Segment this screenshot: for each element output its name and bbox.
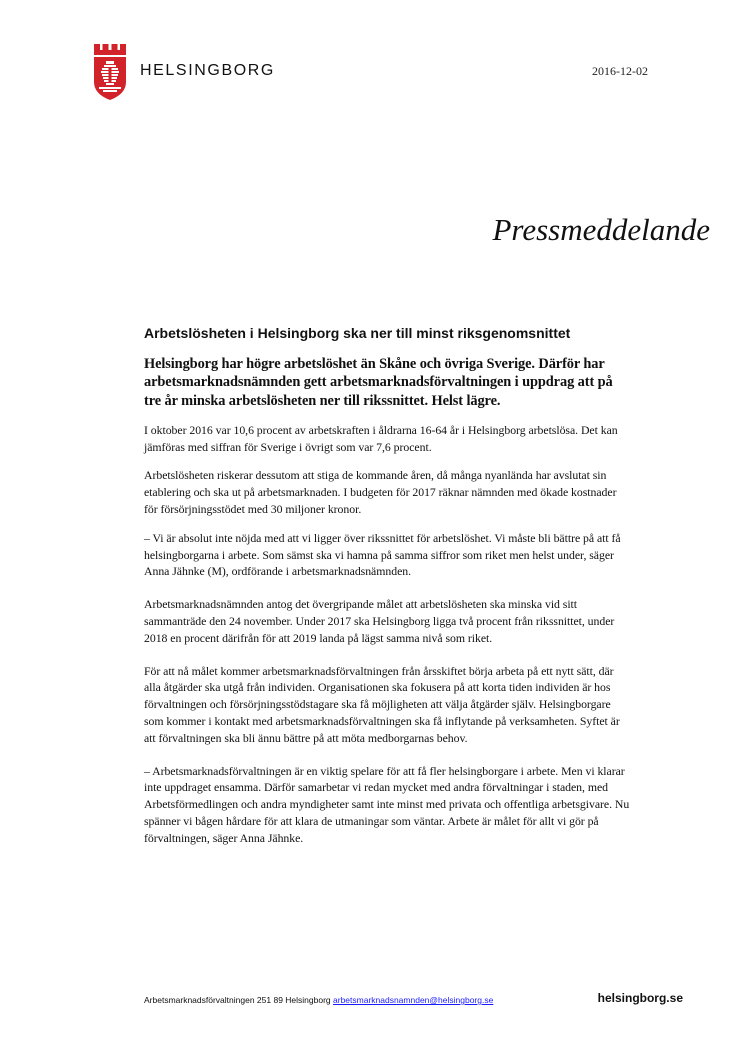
helsingborg-crest-icon bbox=[93, 44, 127, 100]
article-paragraph: – Vi är absolut inte nöjda med att vi ligger över rikssnittet för arbetslöshet. Vi måste bli bättre på att få helsingborgarna i arbete. Som sämst ska vi hamna på samma siffror som riket men helst under, säger Anna Jähnke (M), ordförande i arbetsmarknadsnämnden. bbox=[144, 530, 621, 579]
document-type-title: Pressmeddelande bbox=[492, 212, 710, 247]
article-paragraph: I oktober 2016 var 10,6 procent av arbetskraften i åldrarna 16-64 år i Helsingborg arbetslösa. Det kan jämföras med siffran för Sverige i övrigt som var 7,6 procent. bbox=[144, 422, 618, 454]
article-headline: Arbetslösheten i Helsingborg ska ner till minst riksgenomsnittet bbox=[144, 325, 571, 341]
article-paragraph: – Arbetsmarknadsförvaltningen är en viktig spelare för att få fler helsingborgare i arbete. Men vi klarar inte uppdraget ensamma. Därför samarbetar vi redan mycket med andra förvaltningar i staden, med Arbetsförmedlingen och andra myndigheter samt inte minst med privata och offentliga arbetsgivare. Nu spänner vi bågen hårdare för att klara de utmaningar som väntar. Arbete är målet för allt vi gör på förvaltningen, säger Anna Jähnke. bbox=[144, 763, 630, 845]
article-lead: Helsingborg har högre arbetslöshet än Skåne och övriga Sverige. Därför har arbetsmarknadsnämnden gett arbetsmarknadsförvaltningen i uppdrag att på tre år minska arbetslösheten ner till rikssnittet. Helst lägre. bbox=[144, 356, 613, 409]
brand-name: HELSINGBORG bbox=[140, 62, 275, 79]
document-date: 2016-12-02 bbox=[592, 64, 648, 78]
footer-website[interactable]: helsingborg.se bbox=[597, 991, 683, 1005]
article-paragraph: Arbetsmarknadsnämnden antog det övergripande målet att arbetslösheten ska minska vid sitt sammanträde den 24 november. Under 2017 ska Helsingborg ligga två procent från rikssnittet, under 2018 en procent därifrån för att 2019 landa på lägst samma nivå som riket. bbox=[144, 597, 615, 645]
footer-address: Arbetsmarknadsförvaltningen 251 89 Helsingborg bbox=[144, 995, 331, 1005]
article-paragraph: Arbetslösheten riskerar dessutom att stiga de kommande åren, då många nyanlända har avslutat sin etablering och ska ut på arbetsmarknaden. I budgeten för 2017 räknar nämnden med ökade kostnader för försörjningsstödet med 30 miljoner kronor. bbox=[144, 468, 617, 517]
article-body bbox=[144, 324, 632, 859]
footer-email-link[interactable]: arbetsmarknadsnamnden@helsingborg.se bbox=[333, 995, 494, 1005]
footer-contact bbox=[144, 995, 493, 1005]
article-paragraph: För att nå målet kommer arbetsmarknadsförvaltningen från årsskiftet börja arbeta på ett nytt sätt, där alla åtgärder ska utgå från individen. Organisationen ska fokusera på att korta tiden individen är hos förvaltningen och försörjningsstödstagare ska få möjligheten att välja åtgärder själv. Helsingborgare som kommer i kontakt med arbetsmarknadsförvaltningen ska få inflytande på verksamheten. Syftet är att förvaltningen ska bli ännu bättre på att möta medborgarnas behov. bbox=[144, 663, 620, 745]
